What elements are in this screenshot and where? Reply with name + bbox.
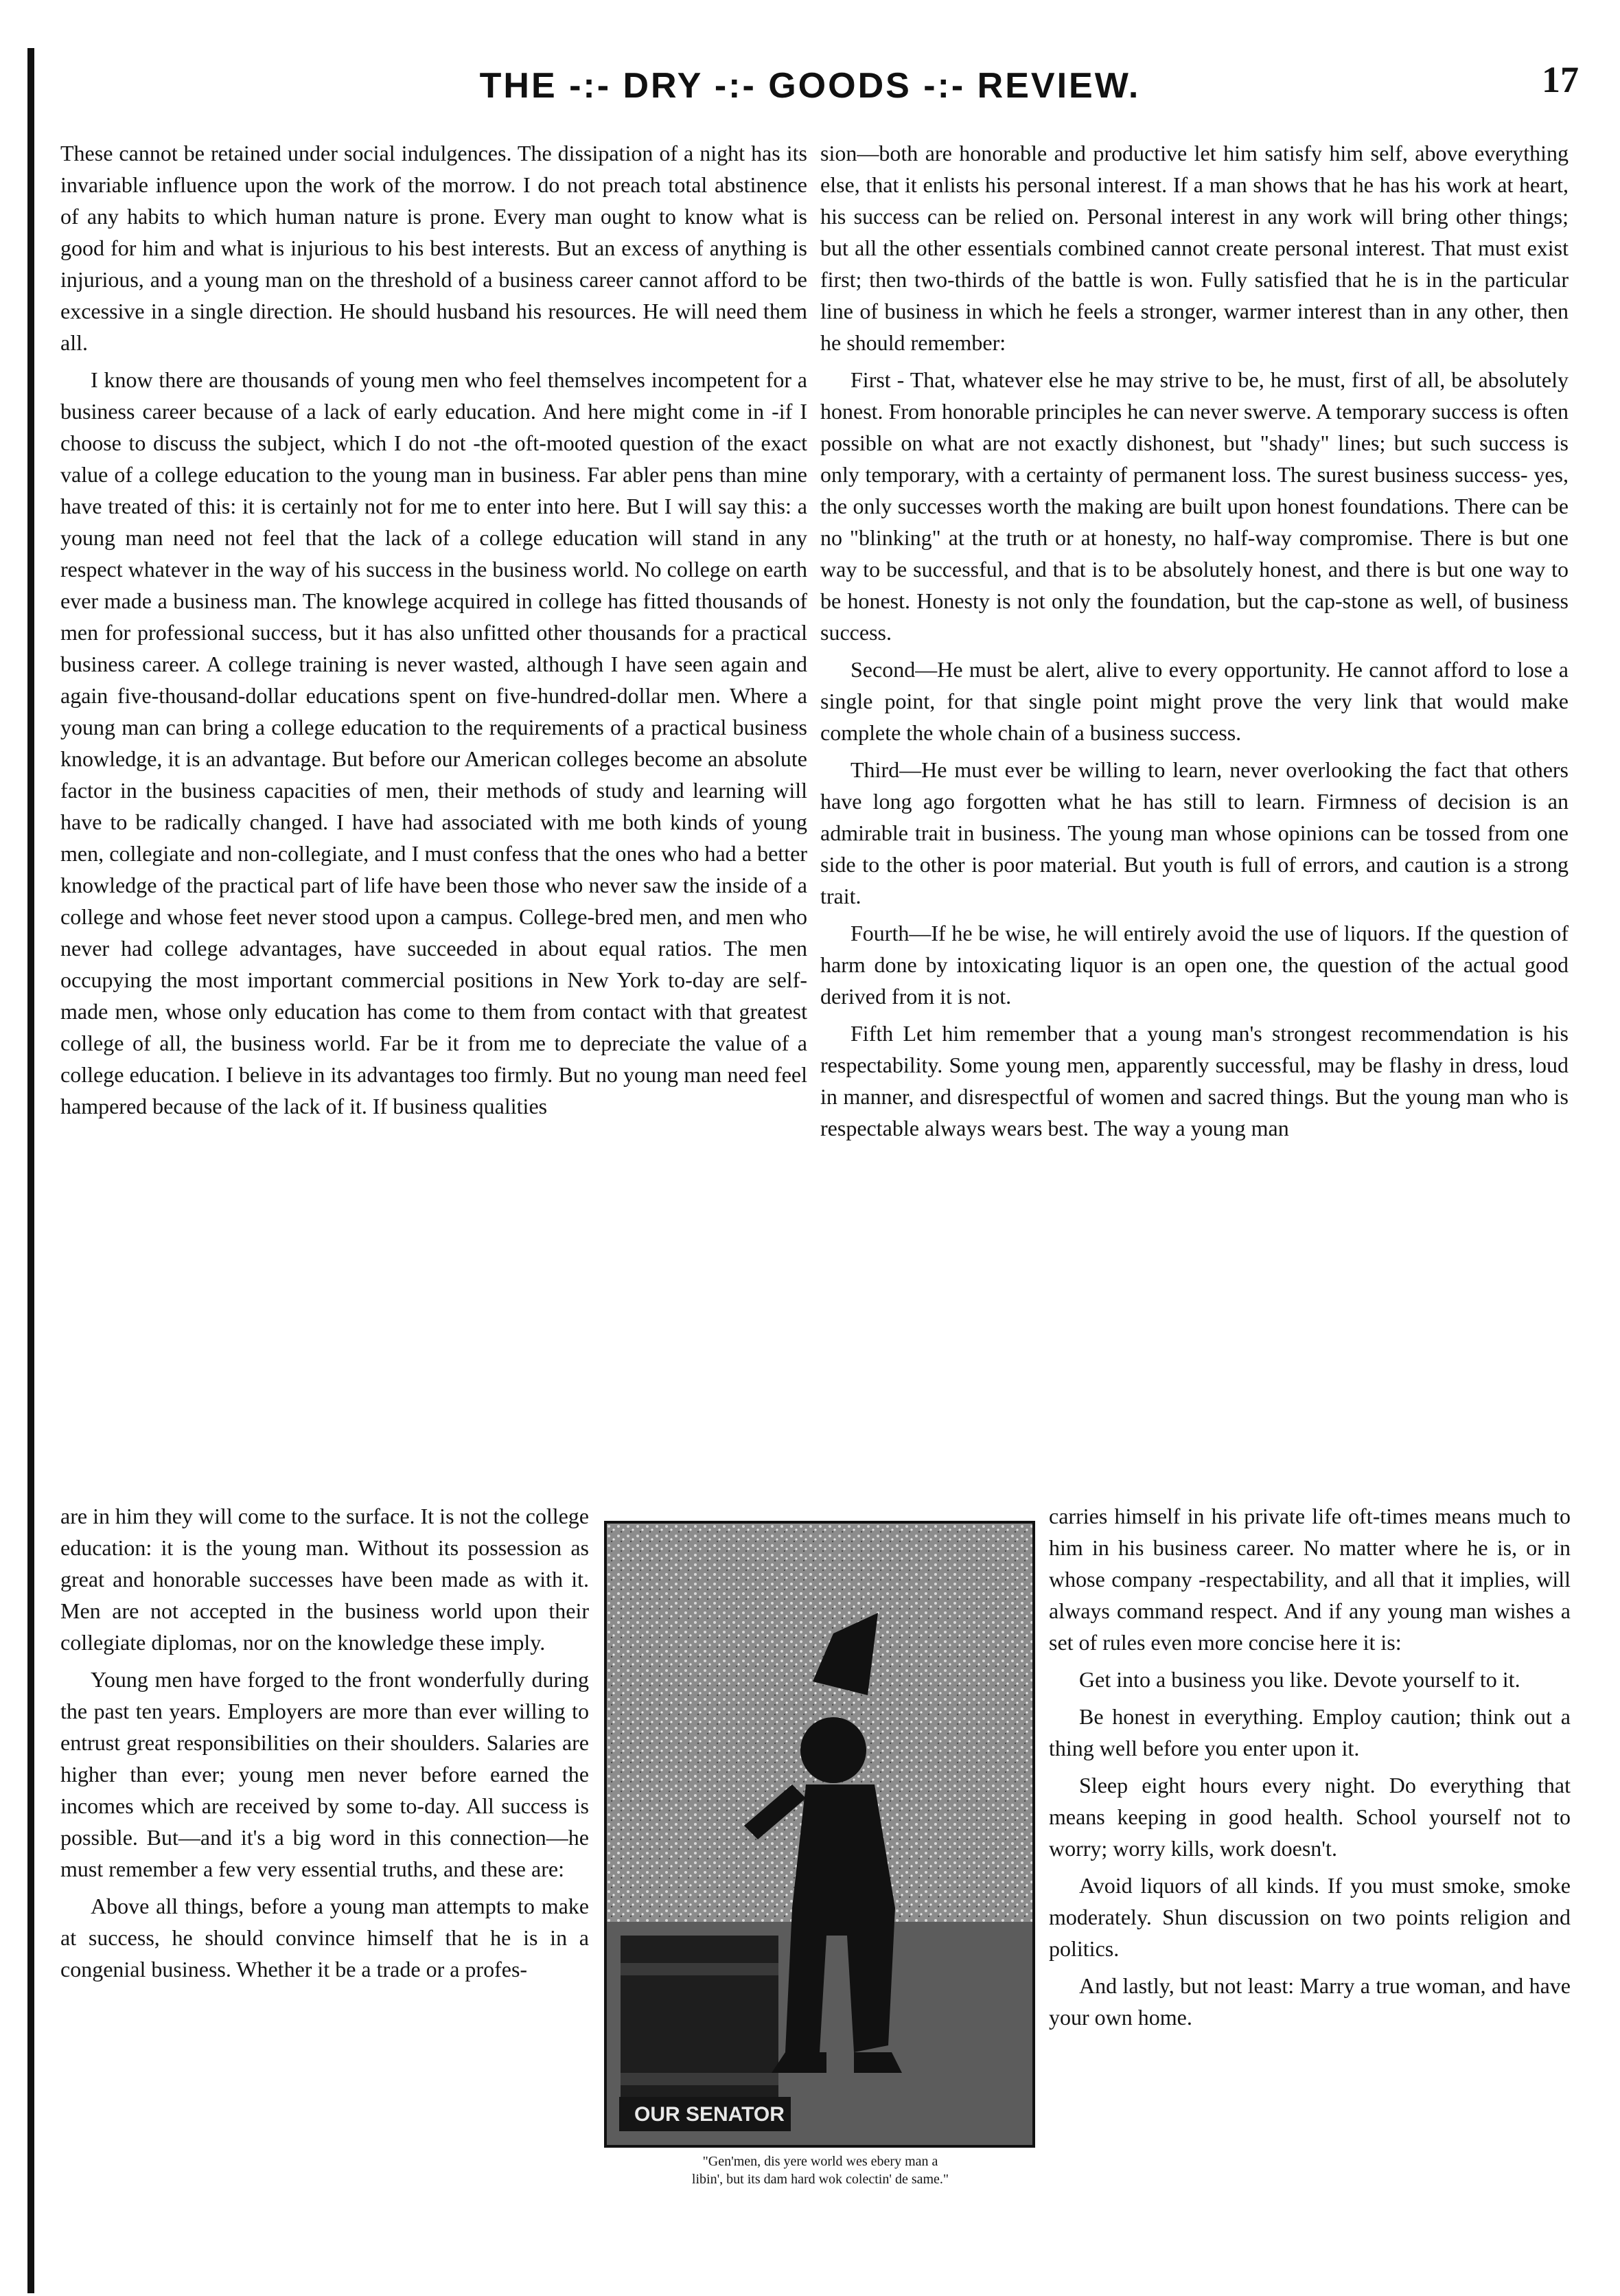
paragraph: sion—both are honorable and productive let him satisfy him self, above everything else, that it enlists his personal interest. If a man shows that he has his work at heart, his success can be relied on. Personal interest in any work will bring other things; but all the other essentials combined cannot create personal interest. That must exist first; then two-thirds of the battle is won. Fully satisfied that he is in the particular line of business in which he feels a stronger, warmer interest than in any other, then he should remember: — [820, 141, 1569, 355]
figure-head — [800, 1717, 866, 1783]
paragraph: Fifth Let him remember that a young man's strongest recommendation is his respectability. Some young men, apparently successful, may be flashy in dress, loud in manner, and disrespectful of women and sacred things. But the young man who is respectable always wears best. The way a young man — [820, 1021, 1569, 1140]
paragraph: Young men have forged to the front wonderfully during the past ten years. Employers are more than ever willing to entrust great responsibilities on their shoulders. Salaries are higher than ever; young men never before earned the incomes which are received by some to-day. All success is possible. But—and it's a big word in this connection—he must remember a few very essential truths, and these are: — [60, 1667, 589, 1881]
page-number: 17 — [1542, 59, 1579, 100]
paragraph: And lastly, but not least: Marry a true woman, and have your own home. — [1049, 1973, 1571, 2030]
left-column-narrow — [60, 1500, 589, 2249]
sign-text: OUR SENATOR — [634, 2103, 785, 2126]
paragraph: First - That, whatever else he may strive to be, he must, first of all, be absolutely honest. From honorable principles he can never swerve. A temporary success is often possible on what are not exactly dishonest, but "shady" lines; but such success is only temporary, with a certainty of permanent loss. The surest business success- yes, the only successes worth the making are built upon honest foundations. There can be no "blinking" at the truth or at honesty, no half-way compromise. There is but one way to be successful, and that is to be absolutely honest, and there is but one way to be honest. Honesty is not only the foundation, but the cap-stone as well, of business success. — [820, 367, 1569, 645]
paragraph: Fourth—If he be wise, he will entirely avoid the use of liquors. If the question of harm done by intoxicating liquor is an open one, the question of the actual good derived from it is not. — [820, 921, 1569, 1009]
illustration-senator — [604, 1521, 1035, 2148]
barrel-shape — [621, 1936, 778, 2114]
caption-line: "Gen'men, dis yere world wes ebery man a — [702, 2154, 938, 2169]
page-header-title: THE -:- DRY -:- GOODS -:- REVIEW. — [479, 66, 1141, 106]
paragraph: Second—He must be alert, alive to every opportunity. He cannot afford to lose a single point, for that single point might prove the very link that would make complete the whole chain of a business success. — [820, 657, 1569, 745]
paragraph: Be honest in everything. Employ caution; think out a thing well before you enter upon it. — [1049, 1704, 1571, 1760]
paragraph: Third—He must ever be willing to learn, never overlooking the fact that others have long ago forgotten what he has still to learn. Firmness of decision is an admirable trait in business. The young man whose opinions can be tossed from one side to the other is poor material. But youth is full of errors, and caution is a strong trait. — [820, 757, 1569, 908]
paragraph: I know there are thousands of young men who feel themselves incompetent for a business career because of a lack of early education. And here might come in -if I choose to discuss the subject, which I do not -the oft-mooted question of the exact value of a college education to the young man in business. Far abler pens than mine have treated of this: it is certainly not for me to enter into here. But I will say this: a young man need not feel that the lack of a college education will stand in any respect whatever in the way of his success in the business world. No college on earth ever made a business man. The knowlege acquired in college has fitted thousands of men for professional success, but it has also unfitted other thousands for a practical business career. A college training is never wasted, although I have seen again and again five-thousand-dollar educations spent on five-hundred-dollar men. Where a young man can bring a college education to the requirements of a practical business knowledge, it is an advantage. But before our American colleges become an absolute factor in the business capacities of men, their methods of study and learning will have to be radically changed. I have had associated with me both kinds of young men, collegiate and non-collegiate, and I must confess that the ones who had a better knowledge of the practical part of life have been those who never saw the inside of a college and whose feet never stood upon a campus. College-bred men, and men who never had college advantages, have succeeded in about equal ratios. The men occupying the most important commercial positions in New York to-day are self-made men, whose only education has come to them from contact with that greatest college of all, the business world. Far be it from me to depreciate the value of a college education. I believe in its advantages too firmly. But no young man need feel hampered because of the lack of it. If business qualities — [60, 367, 807, 1118]
caption-line: libin', but its dam hard wok colectin' de same." — [691, 2172, 949, 2187]
paragraph: are in him they will come to the surface. It is not the college education: it is the young man. Without its possession as great and honorable successes have been made as with it. Men are not accepted in the business world upon their collegiate diplomas, nor on the knowledge these imply. — [60, 1504, 589, 1655]
paragraph: carries himself in his private life oft-times means much to him in his business career. No matter where he is, or in whose company -respectability, and all that it implies, will always command respect. And if any young man wishes a set of rules even more concise here it is: — [1049, 1504, 1571, 1655]
paragraph: Sleep eight hours every night. Do everything that means keeping in good health. School yourself not to worry; worry kills, work doesn't. — [1049, 1773, 1571, 1861]
paragraph: Get into a business you like. Devote yourself to it. — [1079, 1667, 1520, 1692]
right-column-top — [820, 137, 1569, 1511]
illustration-drawing — [607, 1524, 1032, 2145]
paragraph: These cannot be retained under social indulgences. The dissipation of a night has its invariable influence upon the work of the morrow. I do not preach total abstinence of any habits to which human nature is prone. Every man ought to know what is good for him and what is injurious to his best interests. But an excess of anything is injurious, and a young man on the threshold of a business career cannot afford to be excessive in a single direction. He should husband his resources. He will need them all. — [60, 141, 807, 355]
page-edge-rule — [27, 48, 34, 2293]
illustration-caption — [601, 2152, 1040, 2188]
right-column-narrow — [1049, 1500, 1571, 2249]
left-column-top — [60, 137, 807, 1504]
paragraph: Avoid liquors of all kinds. If you must smoke, smoke moderately. Shun discussion on two points religion and politics. — [1049, 1873, 1571, 1961]
paragraph: Above all things, before a young man attempts to make at success, he should convince himself that he is in a congenial business. Whether it be a trade or a profes- — [60, 1894, 589, 1982]
